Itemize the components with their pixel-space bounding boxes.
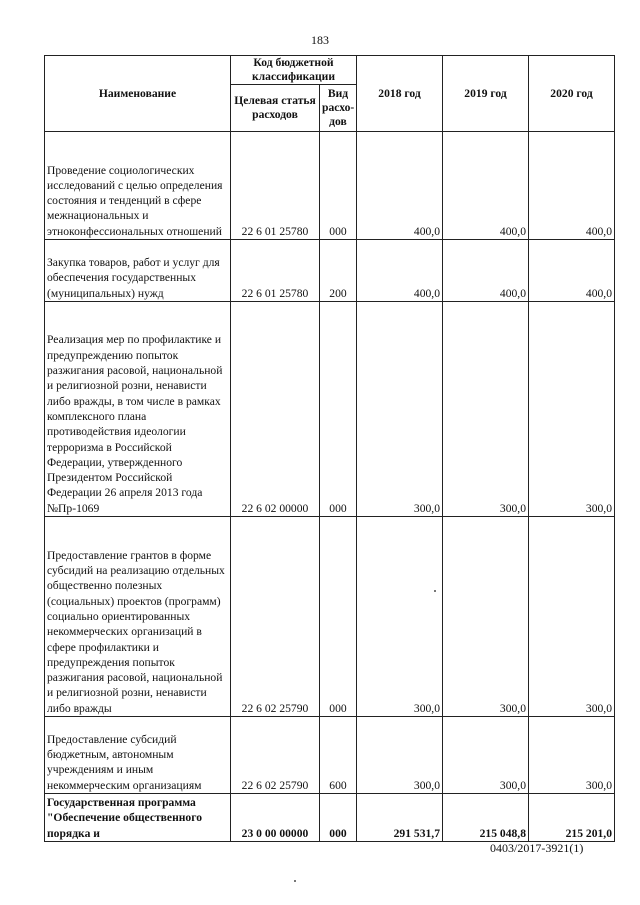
page-number: 183 [311, 33, 329, 47]
table-row [45, 302, 615, 517]
row-2019: 215 048,8 [443, 794, 529, 842]
scan-speck [294, 880, 296, 882]
row-2020: 300,0 [529, 517, 615, 717]
row-name: Предоставление грантов в форме субсидий на реализацию отдельных общественно полезных (социальных) проектов (программ) социально ориентированных некоммерческих организаций в сфере профилактики и предупреждения попыток разжигания расовой, национальной и религиозной розни, ненависти либо вражды [45, 517, 231, 717]
row-target: 22 6 02 00000 [231, 302, 320, 517]
row-2019: 400,0 [443, 132, 529, 240]
row-type: 000 [320, 794, 357, 842]
row-2020: 215 201,0 [529, 794, 615, 842]
row-target: 22 6 01 25780 [231, 240, 320, 302]
row-name: Закупка товаров, работ и услуг для обеспечения государственных (муниципальных) нужд [45, 240, 231, 302]
row-2019: 400,0 [443, 240, 529, 302]
row-2019: 300,0 [443, 302, 529, 517]
document-code: 0403/2017-3921(1) [490, 841, 584, 855]
row-2020: 300,0 [529, 717, 615, 794]
row-2018: 300,0 [357, 302, 443, 517]
row-2018: 400,0 [357, 240, 443, 302]
row-2020: 400,0 [529, 240, 615, 302]
row-name: Проведение социологических исследований с целью определения состояния и тенденций в сфере межнациональных и этноконфессиональных отношений [45, 132, 231, 240]
row-2018: 400,0 [357, 132, 443, 240]
header-2019: 2019 год [443, 56, 529, 132]
row-type: 000 [320, 132, 357, 240]
header-2020: 2020 год [529, 56, 615, 132]
row-type: 000 [320, 302, 357, 517]
row-name: Предоставление субсидий бюджетным, автономным учреждениям и иным некоммерческим организациям [45, 717, 231, 794]
row-target: 22 6 02 25790 [231, 517, 320, 717]
row-type: 600 [320, 717, 357, 794]
header-target: Целевая статья расходов [231, 85, 320, 132]
row-target: 22 6 01 25780 [231, 132, 320, 240]
table-row [45, 240, 615, 302]
table-row [45, 717, 615, 794]
header-type: Вид расхо- дов [320, 85, 357, 132]
row-name: Государственная программа "Обеспечение общественного порядка и [45, 794, 231, 842]
table-row [45, 132, 615, 240]
row-2018: 291 531,7 [357, 794, 443, 842]
row-2019: 300,0 [443, 517, 529, 717]
header-2018: 2018 год [357, 56, 443, 132]
table-row [45, 517, 615, 717]
row-2020: 300,0 [529, 302, 615, 517]
header-code-group: Код бюджетной классификации [231, 56, 357, 85]
row-type: 000 [320, 517, 357, 717]
row-2018: 300,0 [357, 717, 443, 794]
row-2019: 300,0 [443, 717, 529, 794]
scan-speck [434, 590, 436, 592]
row-2018: 300,0 [357, 517, 443, 717]
budget-table [44, 55, 615, 842]
row-name: Реализация мер по профилактике и предупреждению попыток разжигания расовой, национальной и религиозной розни, ненависти либо вражды, в том числе в рамках комплексного плана противодействия идеологии терроризма в Российской Федерации, утвержденного Президентом Российской Федерации 26 апреля 2013 года №Пр-1069 [45, 302, 231, 517]
row-target: 22 6 02 25790 [231, 717, 320, 794]
row-target: 23 0 00 00000 [231, 794, 320, 842]
header-name: Наименование [45, 56, 231, 132]
row-type: 200 [320, 240, 357, 302]
table-row [45, 794, 615, 842]
header-row-top [45, 56, 615, 85]
row-2020: 400,0 [529, 132, 615, 240]
